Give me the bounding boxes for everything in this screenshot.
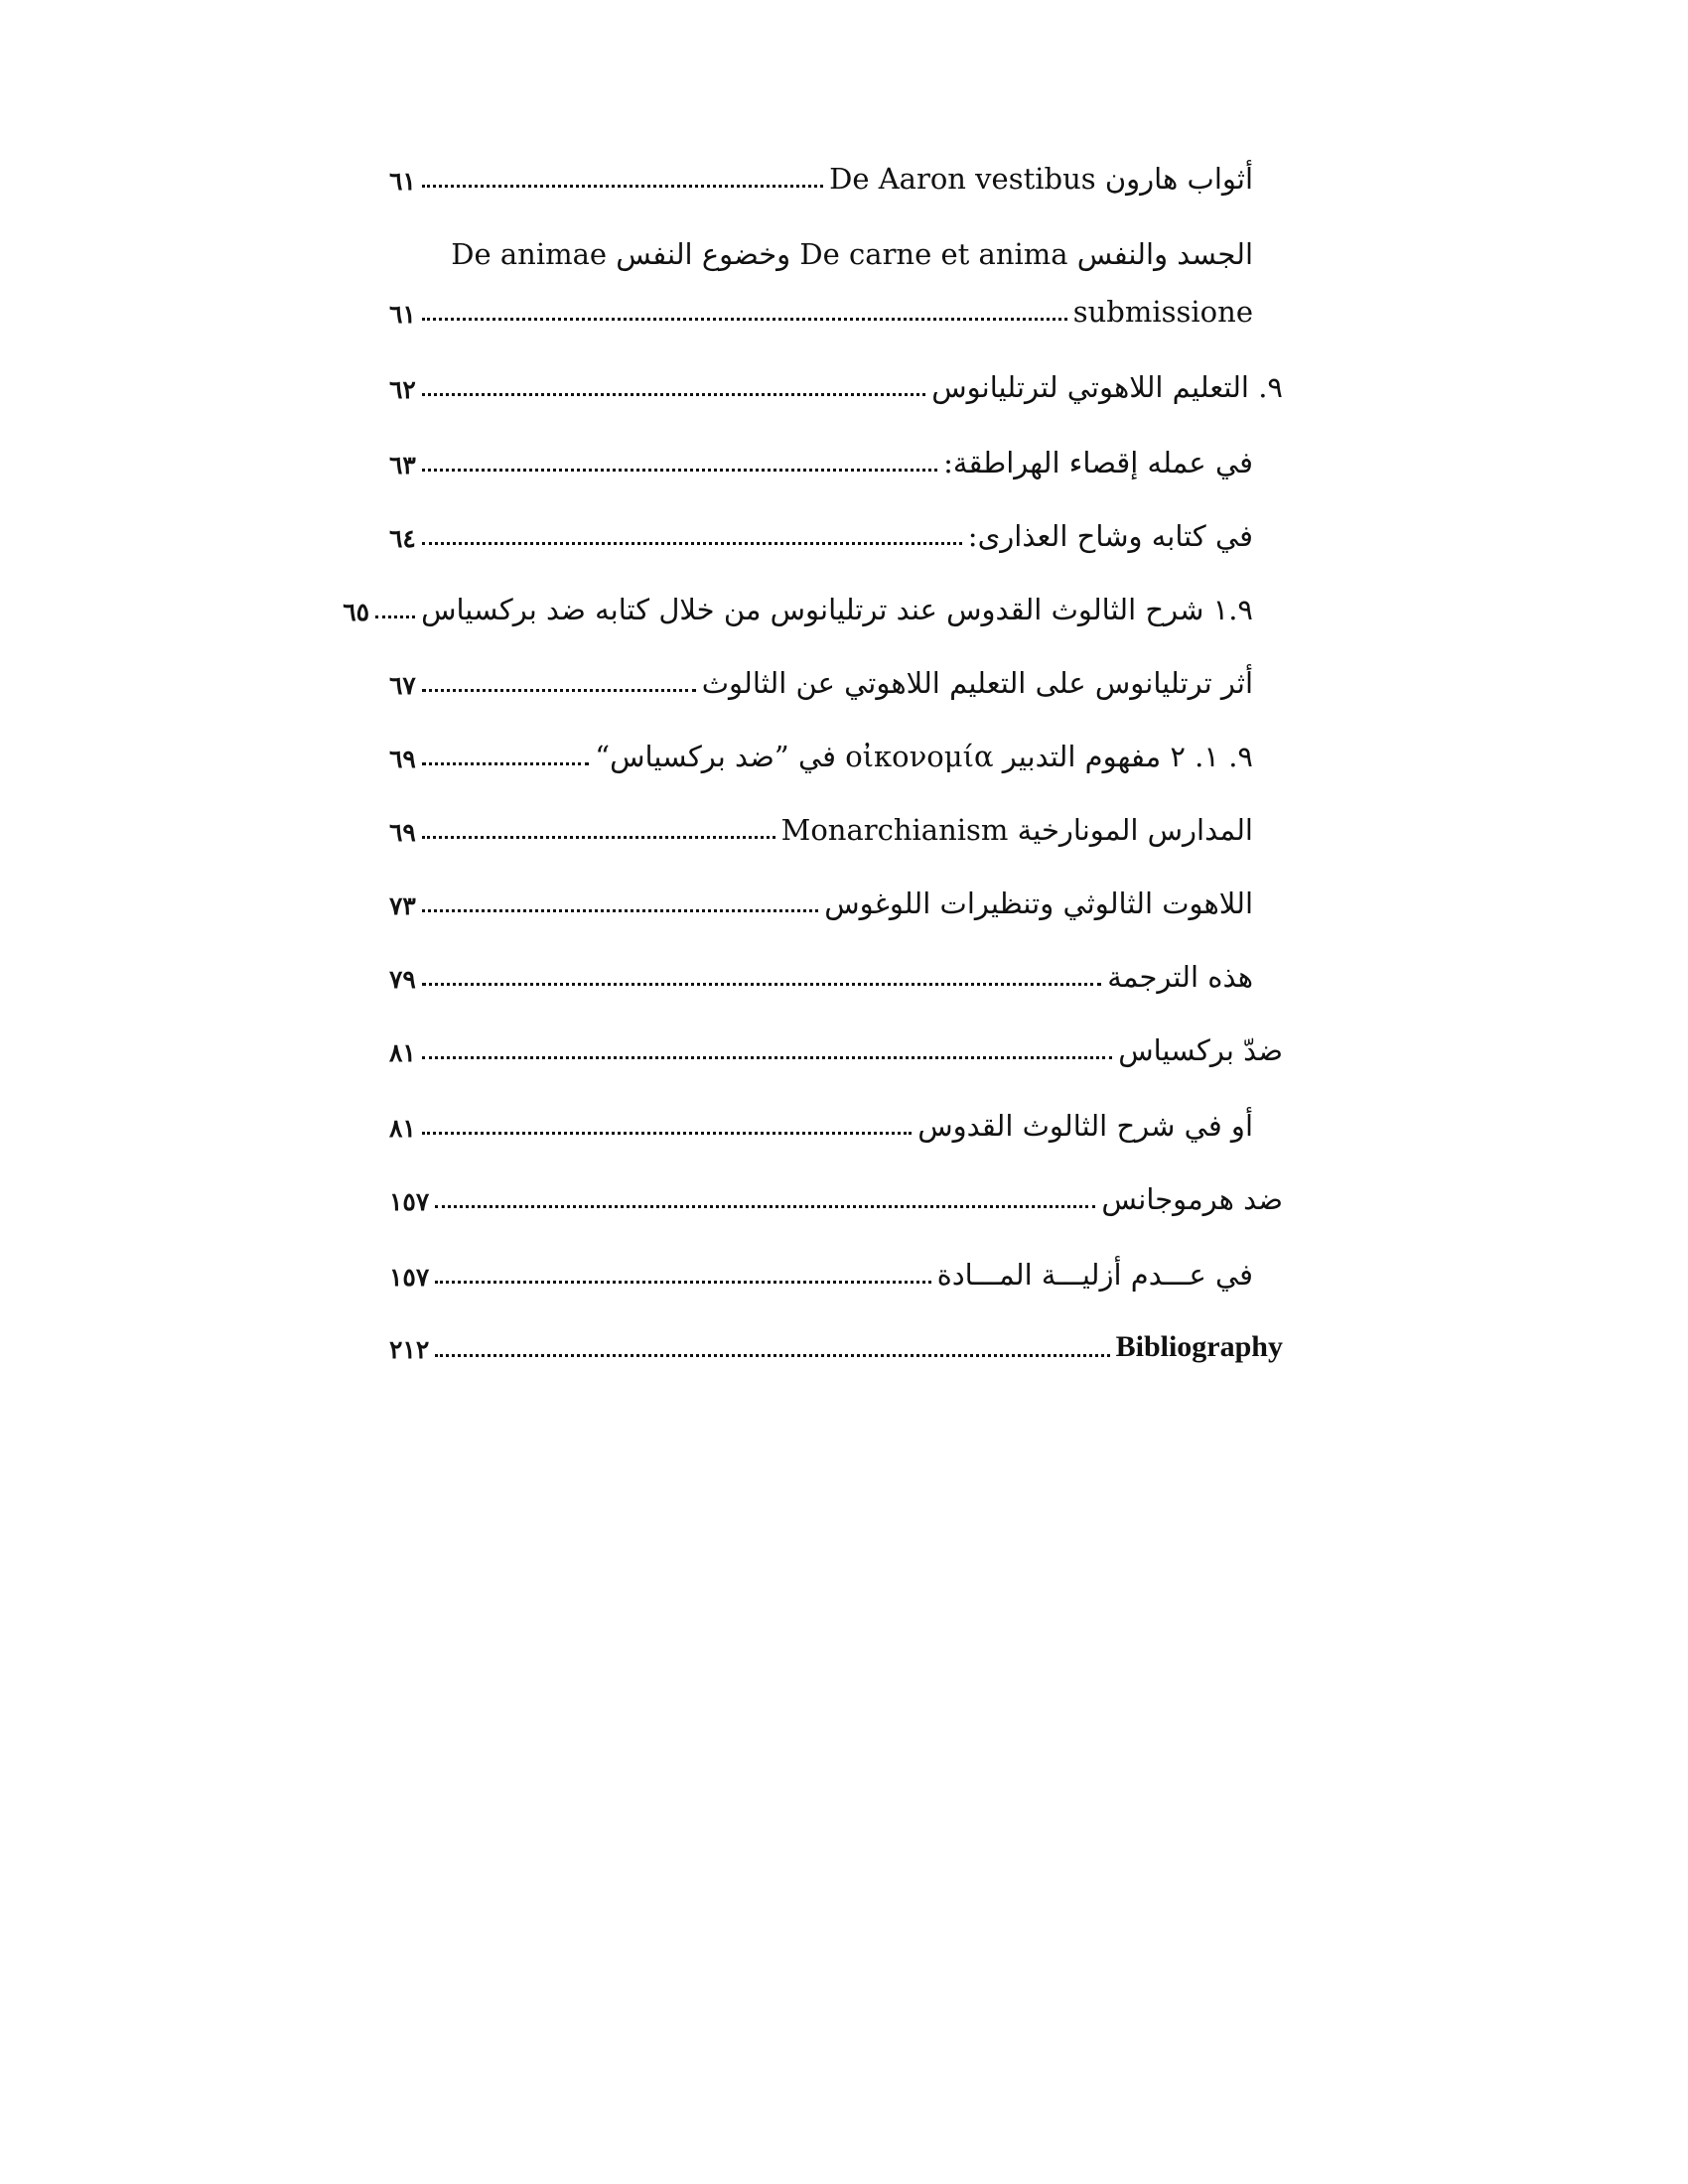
dot-leader [422, 1056, 1112, 1059]
toc-entry-label: ضدّ بركسياس [1118, 1033, 1283, 1067]
dot-leader [375, 615, 415, 618]
toc-entry [389, 739, 1253, 774]
dot-leader [422, 909, 818, 912]
dot-leader [435, 1281, 930, 1284]
toc-entry-label: في عـــدم أزليـــة المـــادة [936, 1258, 1253, 1292]
toc-entry [389, 959, 1253, 995]
toc-entry-page: ٦٢ [389, 375, 416, 404]
toc-entry-page: ٨١ [389, 1038, 416, 1067]
toc-entry-label: أو في شرح الثالوث القدوس [917, 1109, 1253, 1143]
toc-entry [389, 1328, 1283, 1366]
toc-entry [389, 886, 1253, 921]
toc-entry-line-2 [389, 294, 1253, 330]
toc-entry-page: ٦١ [389, 300, 416, 329]
toc-entry-page: ٨١ [389, 1114, 416, 1143]
dot-leader [422, 469, 937, 472]
toc-entry-page: ٦٤ [389, 524, 416, 553]
toc-entry-label: submissione [1072, 295, 1253, 329]
toc-entry [389, 1257, 1253, 1293]
toc-entry [389, 1032, 1283, 1068]
toc-entry [389, 1181, 1283, 1217]
toc-entry [389, 812, 1253, 848]
toc-entry-label: ٩. ١. ٢ مفهوم التدبير οἰκονομία في ”ضد بركسياس“ [595, 740, 1253, 773]
toc-entry-label: ضد هرموجانس [1101, 1182, 1283, 1216]
dot-leader [422, 185, 823, 188]
toc-entry [389, 1108, 1253, 1144]
toc-entry-label: في كتابه وشاح العذارى: [967, 519, 1253, 553]
toc-entry-page: ٦٥ [343, 598, 370, 626]
toc-entry-label: الجسد والنفس De carne et anima وخضوع النفس De animae [451, 237, 1253, 271]
toc-entry-label: ٩. التعليم اللاهوتي لترتليانوس [931, 370, 1283, 404]
dot-leader [435, 1205, 1095, 1208]
dot-leader [422, 542, 962, 545]
toc-entry-page: ٧٣ [389, 891, 416, 920]
dot-leader [435, 1354, 1109, 1357]
toc-entry [343, 592, 1253, 627]
dot-leader [422, 1132, 912, 1135]
dot-leader [422, 318, 1067, 321]
toc-entry-page: ٦٧ [389, 671, 416, 700]
toc-entry-page: ٦١ [389, 167, 416, 196]
toc-entry-label: اللاهوت الثالوثي وتنظيرات اللوغوس [824, 887, 1253, 920]
toc-entry-page: ١٥٧ [389, 1263, 430, 1292]
toc-entry-page: ١٥٧ [389, 1187, 430, 1216]
dot-leader [422, 762, 589, 765]
toc-entry [389, 665, 1253, 701]
toc-entry-page: ٧٩ [389, 965, 416, 994]
toc-entry-label: هذه الترجمة [1107, 960, 1253, 994]
toc-entry-label: في عمله إقصاء الهراطقة: [943, 446, 1253, 479]
toc-entry [389, 369, 1283, 405]
toc-entry-label: أثر ترتليانوس على التعليم اللاهوتي عن الثالوث [701, 666, 1253, 700]
toc-entry-page: ٦٩ [389, 745, 416, 773]
dot-leader [422, 836, 775, 839]
dot-leader [422, 393, 925, 396]
toc-entry-label: المدارس المونارخية Monarchianism [780, 813, 1253, 847]
dot-leader [422, 689, 696, 692]
toc-entry-label: أثواب هارون De Aaron vestibus [829, 162, 1253, 196]
toc-entry [389, 518, 1253, 554]
toc-entry-label: Bibliography [1115, 1330, 1283, 1363]
toc-entry [389, 161, 1253, 197]
toc-entry-line-1 [389, 236, 1253, 272]
dot-leader [422, 983, 1101, 986]
toc-entry-page: ٦٩ [389, 818, 416, 847]
toc-entry-page: ٢١٢ [389, 1335, 430, 1365]
toc-entry-label: ١.٩ شرح الثالوث القدوس عند ترتليانوس من خلال كتابه ضد بركسياس [421, 593, 1253, 626]
toc-entry-page: ٦٣ [389, 451, 416, 479]
toc-entry [389, 445, 1253, 480]
